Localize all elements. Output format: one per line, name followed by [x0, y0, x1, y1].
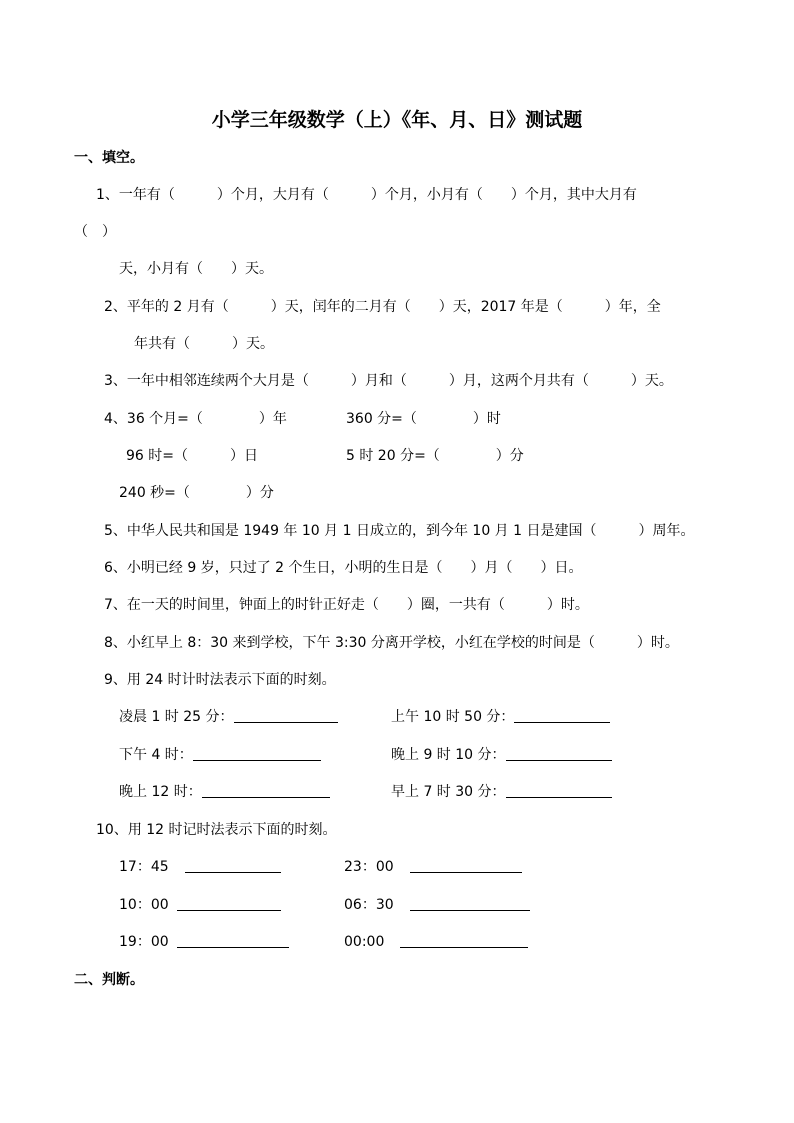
- q10-item-1-label: 17：45: [119, 859, 169, 875]
- q9-item-4: [391, 745, 612, 765]
- q10-item-5-label: 19：00: [119, 934, 169, 950]
- q10-item-3-label: 10：00: [119, 897, 169, 913]
- q10-item-6: [344, 932, 528, 952]
- q9-item-2: [391, 707, 610, 727]
- answer-blank[interactable]: [410, 858, 522, 873]
- question-3: 3、一年中相邻连续两个大月是（ ）月和（ ）月，这两个月共有（ ）天。: [104, 373, 673, 389]
- q9-item-3: [119, 745, 321, 765]
- q9-item-1-label: 凌晨 1 时 25 分：: [119, 709, 234, 725]
- answer-blank[interactable]: [185, 858, 281, 873]
- q10-item-1: [119, 857, 281, 877]
- q10-item-4: [344, 895, 530, 915]
- question-5: 5、中华人民共和国是 1949 年 10 月 1 日成立的，到今年 10 月 1 日是建国（ ）周年。: [104, 523, 695, 539]
- answer-blank[interactable]: [202, 783, 330, 798]
- question-1-line-2: （ ）: [74, 224, 116, 240]
- answer-blank[interactable]: [177, 896, 281, 911]
- answer-blank[interactable]: [514, 708, 610, 723]
- q9-item-6: [391, 782, 612, 802]
- q10-item-2: [344, 857, 522, 877]
- answer-blank[interactable]: [177, 933, 289, 948]
- q9-item-1: [119, 707, 338, 727]
- q9-item-3-label: 下午 4 时：: [119, 747, 193, 763]
- section-1-heading: 一、填空。: [74, 150, 144, 166]
- question-7: 7、在一天的时间里，钟面上的时针正好走（ ）圈，一共有（ ）时。: [104, 597, 589, 613]
- q10-item-3: [119, 895, 281, 915]
- question-6: 6、小明已经 9 岁，只过了 2 个生日，小明的生日是（ ）月（ ）日。: [104, 560, 583, 576]
- q9-item-5: [119, 782, 330, 802]
- question-9: 9、用 24 时计时法表示下面的时刻。: [104, 672, 336, 688]
- answer-blank[interactable]: [410, 896, 530, 911]
- answer-blank[interactable]: [506, 746, 612, 761]
- question-1-line-3: 天，小月有（ ）天。: [119, 261, 273, 277]
- question-2-line-2: 年共有（ ）天。: [134, 336, 274, 352]
- question-10: 10、用 12 时记时法表示下面的时刻。: [96, 822, 337, 838]
- question-4-a: 4、36 个月=（ ）年: [104, 411, 287, 427]
- page-title: 小学三年级数学（上）《年、月、日》测试题: [211, 109, 583, 131]
- q10-item-4-label: 06：30: [344, 897, 394, 913]
- q10-item-6-label: 00:00: [344, 934, 385, 950]
- q9-item-2-label: 上午 10 时 50 分：: [391, 709, 515, 725]
- q9-item-4-label: 晚上 9 时 10 分：: [391, 747, 506, 763]
- answer-blank[interactable]: [193, 746, 321, 761]
- question-4-d: 5 时 20 分=（ ）分: [346, 448, 524, 464]
- question-8: 8、小红早上 8：30 来到学校，下午 3:30 分离开学校，小红在学校的时间是（ ）时。: [104, 635, 679, 651]
- question-4-b: 360 分=（ ）时: [346, 411, 501, 427]
- answer-blank[interactable]: [234, 708, 338, 723]
- q10-item-5: [119, 932, 289, 952]
- question-1-line-1: 1、一年有（ ）个月，大月有（ ）个月，小月有（ ）个月，其中大月有: [96, 187, 637, 203]
- question-4-e: 240 秒=（ ）分: [119, 485, 274, 501]
- question-4-c: 96 时=（ ）日: [126, 448, 258, 464]
- answer-blank[interactable]: [506, 783, 612, 798]
- answer-blank[interactable]: [400, 933, 528, 948]
- question-2-line-1: 2、平年的 2 月有（ ）天，闰年的二月有（ ）天，2017 年是（ ）年，全: [104, 299, 661, 315]
- q9-item-5-label: 晚上 12 时：: [119, 784, 202, 800]
- section-2-heading: 二、判断。: [74, 972, 144, 988]
- q10-item-2-label: 23：00: [344, 859, 394, 875]
- q9-item-6-label: 早上 7 时 30 分：: [391, 784, 506, 800]
